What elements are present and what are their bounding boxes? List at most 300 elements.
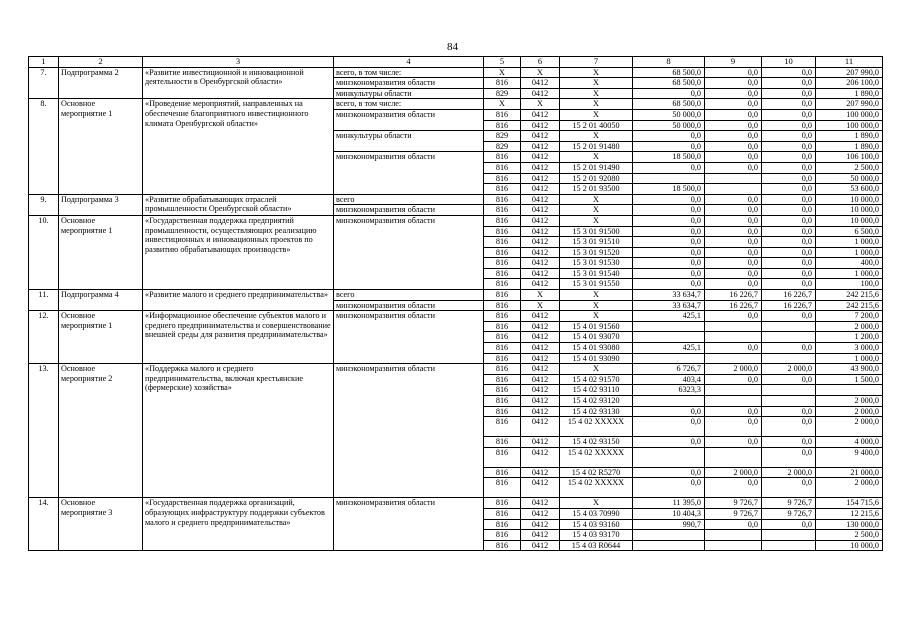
amount-col-9: 0,0 xyxy=(705,109,762,120)
section-code: 0412 xyxy=(521,385,560,396)
target-article: 15 2 01 91480 xyxy=(560,141,633,152)
section-code: 0412 xyxy=(521,540,560,551)
amount-col-9: 16 226,7 xyxy=(705,300,762,311)
amount-col-10: 0,0 xyxy=(762,162,816,173)
amount-col-8: 0,0 xyxy=(633,406,705,417)
table-header xyxy=(29,57,883,68)
amount-col-10: 0,0 xyxy=(762,237,816,248)
target-article: 15 4 02 93130 xyxy=(560,406,633,417)
amount-col-9: 0,0 xyxy=(705,205,762,216)
target-article: X xyxy=(560,131,633,142)
target-article: 15 4 02 XXXXX xyxy=(560,417,633,437)
amount-col-11: 10 000,0 xyxy=(816,540,883,551)
amount-col-10: 0,0 xyxy=(762,205,816,216)
amount-col-8: 0,0 xyxy=(633,141,705,152)
row-number: 10. xyxy=(29,215,59,289)
column-header-6: 6 xyxy=(521,57,560,68)
amount-col-8: 0,0 xyxy=(633,279,705,290)
column-header-5: 5 xyxy=(484,57,521,68)
ministry-code: 816 xyxy=(484,437,521,448)
ministry-code: 816 xyxy=(484,332,521,343)
amount-col-8: 68 500,0 xyxy=(633,99,705,110)
amount-col-8: 0,0 xyxy=(633,467,705,478)
section-code: 0412 xyxy=(521,226,560,237)
target-article: 15 3 01 91550 xyxy=(560,279,633,290)
column-header-10: 10 xyxy=(762,57,816,68)
row-number: 11. xyxy=(29,290,59,311)
program-name: Основное мероприятие 3 xyxy=(59,498,143,551)
amount-col-10: 0,0 xyxy=(762,152,816,163)
amount-col-8: 0,0 xyxy=(633,268,705,279)
amount-col-8: 403,4 xyxy=(633,374,705,385)
target-article: 15 4 03 93170 xyxy=(560,530,633,541)
section-code: 0412 xyxy=(521,162,560,173)
budget-table xyxy=(28,56,883,551)
amount-col-9 xyxy=(705,447,762,467)
section-code: X xyxy=(521,290,560,301)
amount-col-11: 2 500,0 xyxy=(816,530,883,541)
amount-col-10: 0,0 xyxy=(762,226,816,237)
ministry-code: 816 xyxy=(484,173,521,184)
section-code: 0412 xyxy=(521,152,560,163)
amount-col-9: 0,0 xyxy=(705,406,762,417)
amount-col-11: 10 000,0 xyxy=(816,194,883,205)
target-article: 15 4 02 91570 xyxy=(560,374,633,385)
section-code: 0412 xyxy=(521,78,560,89)
amount-col-9 xyxy=(705,530,762,541)
target-article: X xyxy=(560,205,633,216)
amount-col-10: 9 726,7 xyxy=(762,508,816,519)
section-code: X xyxy=(521,300,560,311)
amount-col-8: 68 500,0 xyxy=(633,67,705,78)
section-code: 0412 xyxy=(521,237,560,248)
target-article: 15 3 01 91530 xyxy=(560,258,633,269)
amount-col-9: 0,0 xyxy=(705,67,762,78)
ministry-code: 829 xyxy=(484,141,521,152)
amount-col-9: 0,0 xyxy=(705,215,762,226)
target-article: 15 4 01 91560 xyxy=(560,321,633,332)
column-header-8: 8 xyxy=(633,57,705,68)
table-row xyxy=(29,290,883,301)
amount-col-9: 0,0 xyxy=(705,311,762,322)
ministry-code: 816 xyxy=(484,478,521,498)
amount-col-11: 400,0 xyxy=(816,258,883,269)
row-number: 13. xyxy=(29,364,59,498)
ministry-code: 816 xyxy=(484,184,521,195)
amount-col-10 xyxy=(762,321,816,332)
amount-col-8 xyxy=(633,447,705,467)
ministry-code: 816 xyxy=(484,152,521,163)
amount-col-10: 0,0 xyxy=(762,88,816,99)
ministry-code: 816 xyxy=(484,205,521,216)
amount-col-11 xyxy=(816,385,883,396)
ministry-code: 816 xyxy=(484,290,521,301)
section-code: 0412 xyxy=(521,311,560,322)
ministry-code: 829 xyxy=(484,131,521,142)
program-name: Основное мероприятие 1 xyxy=(59,99,143,194)
amount-col-10: 2 000,0 xyxy=(762,467,816,478)
amount-col-10: 0,0 xyxy=(762,258,816,269)
amount-col-11: 2 000,0 xyxy=(816,478,883,498)
ministry-code: 816 xyxy=(484,311,521,322)
amount-col-9: 0,0 xyxy=(705,268,762,279)
amount-col-9: 0,0 xyxy=(705,78,762,89)
ministry-code: 816 xyxy=(484,321,521,332)
section-code: 0412 xyxy=(521,447,560,467)
amount-col-9: 2 000,0 xyxy=(705,467,762,478)
ministry-code: 829 xyxy=(484,88,521,99)
target-article: X xyxy=(560,152,633,163)
table-row xyxy=(29,311,883,322)
target-article: X xyxy=(560,67,633,78)
section-code: X xyxy=(521,67,560,78)
amount-col-11: 4 000,0 xyxy=(816,437,883,448)
section-code: 0412 xyxy=(521,478,560,498)
section-code: 0412 xyxy=(521,353,560,364)
amount-col-8 xyxy=(633,540,705,551)
amount-col-9: 0,0 xyxy=(705,237,762,248)
ministry-code: 816 xyxy=(484,447,521,467)
target-article: 15 4 02 R5270 xyxy=(560,467,633,478)
target-article: X xyxy=(560,498,633,509)
amount-col-11: 10 000,0 xyxy=(816,205,883,216)
ministry-code: 816 xyxy=(484,237,521,248)
amount-col-8: 0,0 xyxy=(633,205,705,216)
amount-col-11: 1 200,0 xyxy=(816,332,883,343)
amount-col-11: 1 890,0 xyxy=(816,131,883,142)
section-code: 0412 xyxy=(521,173,560,184)
ministry-code: 816 xyxy=(484,215,521,226)
target-article: X xyxy=(560,215,633,226)
amount-col-11: 1 000,0 xyxy=(816,237,883,248)
section-code: 0412 xyxy=(521,279,560,290)
column-header-11: 11 xyxy=(816,57,883,68)
section-code: 0412 xyxy=(521,364,560,375)
amount-col-11: 2 000,0 xyxy=(816,396,883,407)
amount-col-10: 0,0 xyxy=(762,279,816,290)
ministry-code: X xyxy=(484,99,521,110)
ministry-code: 816 xyxy=(484,268,521,279)
amount-col-8 xyxy=(633,321,705,332)
amount-col-11: 1 000,0 xyxy=(816,268,883,279)
ministry-code: 816 xyxy=(484,530,521,541)
program-name: Подпрограмма 2 xyxy=(59,67,143,99)
amount-col-8: 33 634,7 xyxy=(633,290,705,301)
amount-col-9 xyxy=(705,353,762,364)
section-code: 0412 xyxy=(521,120,560,131)
program-name: Основное мероприятие 1 xyxy=(59,311,143,364)
section-code: 0412 xyxy=(521,332,560,343)
program-name: Основное мероприятие 2 xyxy=(59,364,143,498)
table-row xyxy=(29,99,883,110)
amount-col-11: 206 100,0 xyxy=(816,78,883,89)
amount-col-10: 0,0 xyxy=(762,173,816,184)
section-code: 0412 xyxy=(521,519,560,530)
amount-col-11: 12 215,6 xyxy=(816,508,883,519)
amount-col-10: 0,0 xyxy=(762,478,816,498)
section-code: 0412 xyxy=(521,417,560,437)
amount-col-8: 0,0 xyxy=(633,437,705,448)
amount-col-8: 425,1 xyxy=(633,311,705,322)
section-code: 0412 xyxy=(521,321,560,332)
amount-col-9 xyxy=(705,332,762,343)
row-number: 8. xyxy=(29,99,59,194)
ministry-code: 816 xyxy=(484,467,521,478)
target-article: 15 4 03 R0644 xyxy=(560,540,633,551)
amount-col-11: 242 215,6 xyxy=(816,290,883,301)
amount-col-9: 0,0 xyxy=(705,99,762,110)
table-row xyxy=(29,498,883,509)
amount-col-10: 16 226,7 xyxy=(762,300,816,311)
executor: минэкономразвития области xyxy=(334,364,484,498)
program-title: «Развитие обрабатывающих отраслей промышленности Оренбургской области» xyxy=(143,194,334,215)
executor: минэкономразвития области xyxy=(334,109,484,130)
section-code: 0412 xyxy=(521,194,560,205)
amount-col-11: 7 200,0 xyxy=(816,311,883,322)
column-header-2: 2 xyxy=(59,57,143,68)
ministry-code: 816 xyxy=(484,194,521,205)
executor: минкультуры области xyxy=(334,88,484,99)
amount-col-10 xyxy=(762,396,816,407)
amount-col-11: 2 500,0 xyxy=(816,162,883,173)
amount-col-9: 0,0 xyxy=(705,162,762,173)
executor: минэкономразвития области xyxy=(334,498,484,551)
amount-col-8: 50 000,0 xyxy=(633,120,705,131)
section-code: 0412 xyxy=(521,530,560,541)
amount-col-10: 0,0 xyxy=(762,109,816,120)
amount-col-11: 207 990,0 xyxy=(816,99,883,110)
amount-col-9: 0,0 xyxy=(705,88,762,99)
column-header-1: 1 xyxy=(29,57,59,68)
amount-col-10: 0,0 xyxy=(762,141,816,152)
ministry-code: 816 xyxy=(484,279,521,290)
target-article: X xyxy=(560,311,633,322)
amount-col-10: 2 000,0 xyxy=(762,364,816,375)
program-title: «Информационное обеспечение субъектов малого и среднего предпринимательства и совершенствование внешней среды для развития предпринимательства» xyxy=(143,311,334,364)
amount-col-10 xyxy=(762,332,816,343)
target-article: X xyxy=(560,78,633,89)
section-code: 0412 xyxy=(521,396,560,407)
amount-col-11: 1 890,0 xyxy=(816,141,883,152)
section-code: 0412 xyxy=(521,109,560,120)
amount-col-9: 16 226,7 xyxy=(705,290,762,301)
ministry-code: X xyxy=(484,67,521,78)
section-code: 0412 xyxy=(521,508,560,519)
executor: всего, в том числе: xyxy=(334,99,484,110)
amount-col-9: 9 726,7 xyxy=(705,508,762,519)
amount-col-10: 0,0 xyxy=(762,311,816,322)
amount-col-9: 0,0 xyxy=(705,120,762,131)
executor: всего xyxy=(334,194,484,205)
amount-col-8: 0,0 xyxy=(633,215,705,226)
amount-col-8 xyxy=(633,332,705,343)
amount-col-11: 9 400,0 xyxy=(816,447,883,467)
program-title: «Развитие малого и среднего предпринимательства» xyxy=(143,290,334,311)
row-number: 7. xyxy=(29,67,59,99)
section-code: 0412 xyxy=(521,184,560,195)
amount-col-9: 9 726,7 xyxy=(705,498,762,509)
row-number: 12. xyxy=(29,311,59,364)
amount-col-11: 2 000,0 xyxy=(816,417,883,437)
amount-col-9: 0,0 xyxy=(705,131,762,142)
amount-col-10: 0,0 xyxy=(762,268,816,279)
amount-col-10: 0,0 xyxy=(762,247,816,258)
ministry-code: 816 xyxy=(484,406,521,417)
ministry-code: 816 xyxy=(484,364,521,375)
amount-col-8: 18 500,0 xyxy=(633,152,705,163)
amount-col-10: 0,0 xyxy=(762,99,816,110)
amount-col-8 xyxy=(633,353,705,364)
amount-col-8: 425,1 xyxy=(633,343,705,354)
executor: всего, в том числе: xyxy=(334,67,484,78)
target-article: X xyxy=(560,109,633,120)
page-number: 84 xyxy=(447,41,458,53)
target-article: 15 4 02 93110 xyxy=(560,385,633,396)
amount-col-10 xyxy=(762,540,816,551)
ministry-code: 816 xyxy=(484,540,521,551)
target-article: 15 4 02 XXXXX xyxy=(560,447,633,467)
amount-col-8: 990,7 xyxy=(633,519,705,530)
amount-col-8: 0,0 xyxy=(633,237,705,248)
target-article: 15 4 03 70990 xyxy=(560,508,633,519)
amount-col-8: 0,0 xyxy=(633,194,705,205)
program-name: Основное мероприятие 1 xyxy=(59,215,143,289)
amount-col-8: 0,0 xyxy=(633,131,705,142)
section-code: 0412 xyxy=(521,88,560,99)
column-header-4: 4 xyxy=(334,57,484,68)
amount-col-9: 0,0 xyxy=(705,374,762,385)
amount-col-11: 100 000,0 xyxy=(816,120,883,131)
amount-col-10 xyxy=(762,353,816,364)
column-header-7: 7 xyxy=(560,57,633,68)
target-article: X xyxy=(560,99,633,110)
target-article: 15 4 02 93120 xyxy=(560,396,633,407)
ministry-code: 816 xyxy=(484,498,521,509)
amount-col-10: 0,0 xyxy=(762,67,816,78)
program-title: «Развитие инвестиционной и инновационной деятельности в Оренбургской области» xyxy=(143,67,334,99)
amount-col-9: 0,0 xyxy=(705,343,762,354)
amount-col-11: 2 000,0 xyxy=(816,406,883,417)
amount-col-11: 1 000,0 xyxy=(816,247,883,258)
section-code: 0412 xyxy=(521,406,560,417)
amount-col-11: 1 500,0 xyxy=(816,374,883,385)
amount-col-10: 0,0 xyxy=(762,374,816,385)
amount-col-9: 0,0 xyxy=(705,279,762,290)
section-code: 0412 xyxy=(521,374,560,385)
section-code: 0412 xyxy=(521,215,560,226)
executor: минэкономразвития области xyxy=(334,300,484,311)
amount-col-10: 16 226,7 xyxy=(762,290,816,301)
ministry-code: 816 xyxy=(484,385,521,396)
amount-col-11: 53 600,0 xyxy=(816,184,883,195)
amount-col-9: 0,0 xyxy=(705,417,762,437)
amount-col-11: 3 000,0 xyxy=(816,343,883,354)
amount-col-9: 0,0 xyxy=(705,437,762,448)
amount-col-8 xyxy=(633,530,705,541)
executor: минэкономразвития области xyxy=(334,78,484,89)
amount-col-9: 0,0 xyxy=(705,194,762,205)
amount-col-9: 0,0 xyxy=(705,141,762,152)
amount-col-10: 0,0 xyxy=(762,120,816,131)
section-code: 0412 xyxy=(521,498,560,509)
amount-col-10: 0,0 xyxy=(762,131,816,142)
target-article: 15 3 01 91520 xyxy=(560,247,633,258)
amount-col-11: 100 000,0 xyxy=(816,109,883,120)
amount-col-10: 0,0 xyxy=(762,343,816,354)
table-row xyxy=(29,194,883,205)
amount-col-8: 68 500,0 xyxy=(633,78,705,89)
program-title: «Государственная поддержка организаций, образующих инфраструктуру поддержки субъектов малого и среднего предпринимательства» xyxy=(143,498,334,551)
amount-col-11: 106 100,0 xyxy=(816,152,883,163)
amount-col-11: 10 000,0 xyxy=(816,215,883,226)
amount-col-8: 18 500,0 xyxy=(633,184,705,195)
section-code: 0412 xyxy=(521,467,560,478)
section-code: 0412 xyxy=(521,141,560,152)
amount-col-8 xyxy=(633,396,705,407)
ministry-code: 816 xyxy=(484,109,521,120)
target-article: 15 3 01 91510 xyxy=(560,237,633,248)
ministry-code: 816 xyxy=(484,78,521,89)
ministry-code: 816 xyxy=(484,120,521,131)
table-row xyxy=(29,67,883,78)
amount-col-10: 0,0 xyxy=(762,184,816,195)
executor: минэкономразвития области xyxy=(334,152,484,194)
column-header-9: 9 xyxy=(705,57,762,68)
amount-col-10 xyxy=(762,530,816,541)
target-article: 15 4 03 93160 xyxy=(560,519,633,530)
amount-col-9 xyxy=(705,396,762,407)
header-row xyxy=(29,57,883,68)
ministry-code: 816 xyxy=(484,343,521,354)
amount-col-8: 6 726,7 xyxy=(633,364,705,375)
ministry-code: 816 xyxy=(484,258,521,269)
amount-col-10: 9 726,7 xyxy=(762,498,816,509)
target-article: 15 4 02 XXXXX xyxy=(560,478,633,498)
amount-col-8: 33 634,7 xyxy=(633,300,705,311)
table-row xyxy=(29,364,883,375)
executor: минэкономразвития области xyxy=(334,215,484,289)
ministry-code: 816 xyxy=(484,396,521,407)
amount-col-11: 43 900,0 xyxy=(816,364,883,375)
target-article: 15 2 01 40050 xyxy=(560,120,633,131)
ministry-code: 816 xyxy=(484,226,521,237)
executor: минэкономразвития области xyxy=(334,205,484,216)
amount-col-9 xyxy=(705,184,762,195)
section-code: 0412 xyxy=(521,343,560,354)
target-article: X xyxy=(560,194,633,205)
row-number: 9. xyxy=(29,194,59,215)
amount-col-8 xyxy=(633,173,705,184)
amount-col-8: 11 395,0 xyxy=(633,498,705,509)
target-article: 15 4 01 93090 xyxy=(560,353,633,364)
amount-col-8: 0,0 xyxy=(633,417,705,437)
section-code: 0412 xyxy=(521,247,560,258)
target-article: X xyxy=(560,290,633,301)
amount-col-9: 0,0 xyxy=(705,478,762,498)
amount-col-8: 0,0 xyxy=(633,162,705,173)
ministry-code: 816 xyxy=(484,247,521,258)
target-article: 15 4 01 93070 xyxy=(560,332,633,343)
target-article: 15 2 01 93500 xyxy=(560,184,633,195)
amount-col-11: 154 715,6 xyxy=(816,498,883,509)
ministry-code: 816 xyxy=(484,300,521,311)
amount-col-9: 0,0 xyxy=(705,226,762,237)
amount-col-10: 0,0 xyxy=(762,78,816,89)
target-article: 15 4 01 93080 xyxy=(560,343,633,354)
executor: всего xyxy=(334,290,484,301)
section-code: 0412 xyxy=(521,268,560,279)
amount-col-11: 2 000,0 xyxy=(816,321,883,332)
